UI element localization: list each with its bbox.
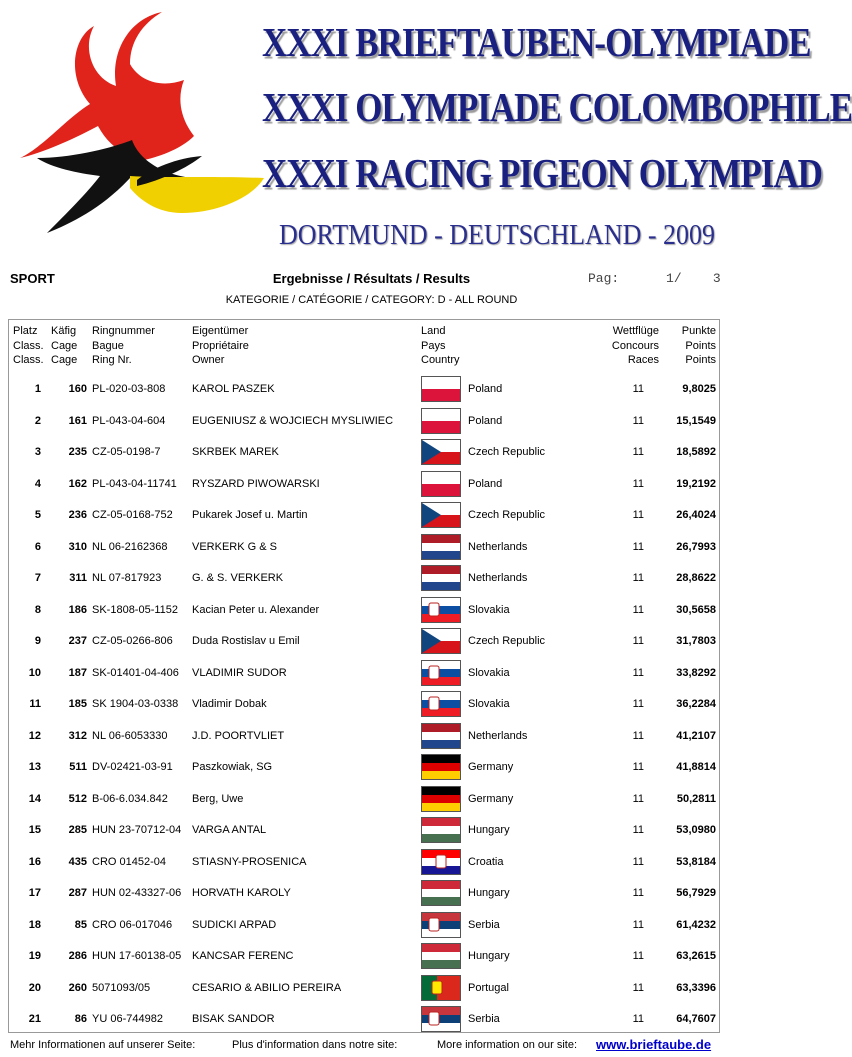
owner-cell: VARGA ANTAL [192, 824, 267, 836]
ring-number-cell: CZ-05-0168-752 [92, 509, 173, 521]
flag-netherlands-icon [421, 565, 461, 591]
cage-cell: 285 [68, 824, 87, 836]
table-row [9, 783, 718, 815]
owner-cell: KAROL PASZEK [192, 383, 275, 395]
races-cell: 11 [632, 729, 644, 742]
col-header-line: Concours [611, 339, 659, 352]
flag-hungary-icon [421, 880, 461, 906]
ring-number-cell: B-06-6.034.842 [92, 792, 168, 805]
owner-cell: BISAK SANDOR [192, 1013, 275, 1025]
points-cell: 15,1549 [676, 414, 716, 427]
place-cell: 4 [34, 477, 41, 490]
col-header-line: Land [421, 325, 446, 337]
col-header-races [590, 324, 659, 368]
points-cell: 63,2615 [676, 950, 716, 962]
ring-number-cell: SK-1808-05-1152 [92, 603, 179, 616]
points-cell: 36,2284 [676, 698, 716, 710]
table-row [9, 373, 718, 405]
col-header-line: Points [685, 354, 716, 366]
points-cell: 26,7993 [676, 540, 716, 553]
points-cell: 53,0980 [676, 824, 716, 836]
country-cell: Netherlands [468, 540, 528, 553]
ring-number-cell: HUN 23-70712-04 [92, 824, 182, 836]
ring-number-cell: CZ-05-0198-7 [92, 446, 161, 458]
points-cell: 53,8184 [676, 855, 716, 868]
col-header-line: Cage [51, 354, 78, 366]
cage-cell: 312 [68, 729, 87, 742]
footer-info-en: More information on our site: [437, 1039, 578, 1051]
flag-czech-icon [421, 628, 461, 654]
country-cell: Poland [468, 477, 503, 490]
races-cell: 11 [632, 761, 644, 773]
points-cell: 28,8622 [676, 572, 716, 584]
ring-number-cell: NL 06-6053330 [92, 729, 168, 742]
points-cell: 64,7607 [676, 1013, 716, 1025]
flag-netherlands-icon [421, 534, 461, 560]
races-cell: 11 [632, 603, 644, 616]
col-header-cage [51, 324, 77, 368]
website-link[interactable]: www.brieftaube.de [596, 1037, 712, 1052]
table-row [9, 1003, 718, 1035]
country-cell: Poland [468, 414, 503, 427]
ring-number-cell: CRO 01452-04 [92, 855, 166, 868]
ring-number-cell: NL 06-2162368 [92, 540, 168, 553]
place-cell: 8 [34, 603, 41, 616]
ring-number-cell: CRO 06-017046 [92, 918, 173, 931]
country-cell: Czech Republic [468, 635, 546, 647]
points-cell: 50,2811 [676, 792, 716, 805]
place-cell: 15 [28, 824, 41, 836]
flag-hungary-icon [421, 943, 461, 969]
country-cell: Hungary [468, 887, 510, 899]
owner-cell: SUDICKI ARPAD [192, 918, 277, 931]
flag-germany-icon [421, 786, 461, 812]
owner-cell: VLADIMIR SUDOR [192, 666, 287, 679]
races-cell: 11 [632, 383, 644, 395]
cage-cell: 235 [68, 446, 87, 458]
table-row [9, 405, 718, 437]
owner-cell: Vladimir Dobak [192, 698, 267, 710]
cage-cell: 512 [68, 792, 87, 805]
races-cell: 11 [632, 981, 644, 994]
place-cell: 21 [28, 1013, 41, 1025]
olympiad-logo [12, 8, 274, 240]
points-cell: 26,4024 [676, 509, 716, 521]
cage-cell: 311 [69, 572, 87, 584]
owner-cell: CESARIO & ABILIO PEREIRA [192, 981, 342, 994]
col-header-line: Cage [51, 339, 78, 352]
races-cell: 11 [632, 792, 644, 805]
place-cell: 12 [28, 729, 41, 742]
races-cell: 11 [632, 572, 644, 584]
country-cell: Croatia [468, 855, 504, 868]
page-indicator [588, 271, 721, 286]
table-row [9, 436, 718, 468]
place-cell: 5 [34, 509, 41, 521]
points-cell: 18,5892 [676, 446, 716, 458]
owner-cell: KANCSAR FERENC [192, 950, 294, 962]
place-cell: 17 [28, 887, 41, 899]
country-cell: Hungary [468, 824, 510, 836]
points-cell: 33,8292 [676, 666, 716, 679]
col-header-line: Eigentümer [192, 325, 249, 337]
ring-number-cell: CZ-05-0266-806 [92, 635, 173, 647]
flag-slovakia-icon [421, 660, 461, 686]
ring-number-cell: PL-043-04-11741 [92, 477, 177, 490]
cage-cell: 86 [74, 1013, 87, 1025]
table-row [9, 720, 718, 752]
title-de: XXXI BRIEFTAUBEN-OLYMPIADE [262, 19, 811, 66]
country-cell: Germany [468, 792, 514, 805]
cage-cell: 185 [68, 698, 87, 710]
cage-cell: 160 [68, 383, 87, 395]
page-total: 3 [712, 271, 721, 286]
country-cell: Germany [468, 761, 514, 773]
races-cell: 11 [632, 540, 644, 553]
flag-poland-icon [421, 376, 461, 402]
ring-number-cell: YU 06-744982 [92, 1013, 163, 1025]
table-row [9, 499, 718, 531]
owner-cell: Duda Rostislav u Emil [192, 635, 300, 647]
col-header-country [421, 324, 460, 368]
col-header-line: Owner [192, 354, 225, 366]
owner-cell: VERKERK G & S [192, 540, 277, 553]
ring-number-cell: 5071093/05 [92, 981, 151, 994]
category-label: KATEGORIE / CATÉGORIE / CATEGORY: D - ALL ROUND [225, 294, 518, 306]
country-cell: Hungary [468, 950, 510, 962]
races-cell: 11 [632, 950, 644, 962]
points-cell: 61,4232 [676, 918, 716, 931]
country-cell: Serbia [468, 918, 500, 931]
place-cell: 2 [34, 414, 41, 427]
country-cell: Poland [468, 383, 503, 395]
place-cell: 14 [28, 792, 41, 805]
flag-netherlands-icon [421, 723, 461, 749]
country-cell: Slovakia [468, 603, 510, 616]
points-cell: 63,3396 [676, 981, 716, 994]
ring-number-cell: SK-01401-04-406 [92, 666, 179, 679]
owner-cell: EUGENIUSZ & WOJCIECH MYSLIWIEC [192, 414, 394, 427]
table-row [9, 688, 718, 720]
cage-cell: 237 [68, 635, 87, 647]
cage-cell: 187 [68, 666, 87, 679]
ring-number-cell: PL-043-04-604 [92, 414, 166, 427]
ring-number-cell: DV-02421-03-91 [92, 761, 173, 773]
place-cell: 1 [34, 383, 41, 395]
table-row [9, 909, 718, 941]
cage-cell: 435 [68, 855, 87, 868]
flag-poland-icon [421, 408, 461, 434]
col-header-line: Käfig [51, 325, 77, 337]
col-header-line: Pays [421, 339, 446, 352]
flag-slovakia-icon [421, 597, 461, 623]
table-row [9, 468, 718, 500]
cage-cell: 287 [68, 887, 87, 899]
table-row [9, 846, 718, 878]
col-header-owner [192, 324, 249, 368]
ring-number-cell: HUN 17-60138-05 [92, 950, 182, 962]
table-row [9, 625, 718, 657]
place-cell: 16 [28, 855, 41, 868]
cage-cell: 260 [68, 981, 87, 994]
table-row [9, 940, 718, 972]
cage-cell: 286 [68, 950, 87, 962]
races-cell: 11 [632, 887, 644, 899]
country-cell: Netherlands [468, 572, 528, 584]
place-cell: 11 [29, 698, 41, 710]
owner-cell: Pukarek Josef u. Martin [192, 509, 308, 521]
col-header-line: Points [685, 339, 716, 352]
footer-info-fr: Plus d'information dans notre site: [232, 1039, 398, 1051]
table-row [9, 531, 718, 563]
country-cell: Serbia [468, 1013, 500, 1025]
event-location: DORTMUND - DEUTSCHLAND - 2009 [278, 218, 716, 251]
races-cell: 11 [632, 446, 644, 458]
races-cell: 11 [632, 1013, 644, 1025]
flag-serbia-icon [421, 912, 461, 938]
table-row [9, 562, 718, 594]
country-cell: Slovakia [468, 666, 510, 679]
flag-poland-icon [421, 471, 461, 497]
cage-cell: 236 [68, 509, 87, 521]
flag-serbia-icon [421, 1006, 461, 1032]
races-cell: 11 [632, 477, 644, 490]
place-cell: 20 [28, 981, 41, 994]
cage-cell: 310 [68, 540, 87, 553]
owner-cell: J.D. POORTVLIET [192, 729, 285, 742]
owner-cell: Kacian Peter u. Alexander [192, 603, 320, 616]
table-row [9, 751, 718, 783]
points-cell: 19,2192 [676, 477, 716, 490]
ring-number-cell: PL-020-03-808 [92, 383, 166, 395]
cage-cell: 85 [74, 918, 87, 931]
points-cell: 30,5658 [676, 603, 716, 616]
footer-info-de: Mehr Informationen auf unserer Seite: [10, 1039, 196, 1051]
table-row [9, 814, 718, 846]
page-current: 1/ [666, 271, 682, 286]
races-cell: 11 [632, 414, 644, 427]
owner-cell: SKRBEK MAREK [192, 446, 279, 458]
col-header-line: Platz [13, 325, 38, 337]
points-cell: 31,7803 [676, 635, 716, 647]
ring-number-cell: SK 1904-03-0338 [92, 698, 179, 710]
races-cell: 11 [632, 824, 644, 836]
place-cell: 6 [34, 540, 41, 553]
flag-hungary-icon [421, 817, 461, 843]
races-cell: 11 [632, 698, 644, 710]
races-cell: 11 [632, 509, 644, 521]
races-cell: 11 [632, 666, 644, 679]
owner-cell: HORVATH KAROLY [192, 887, 291, 899]
col-header-line: Class. [13, 354, 44, 366]
table-row [9, 877, 718, 909]
flag-czech-icon [421, 439, 461, 465]
results-title: Ergebnisse / Résultats / Results [272, 271, 471, 286]
section-label: SPORT [10, 271, 55, 286]
col-header-line: Ringnummer [92, 325, 155, 337]
country-cell: Czech Republic [468, 509, 546, 521]
col-header-line: Wettflüge [612, 325, 659, 337]
country-cell: Czech Republic [468, 446, 546, 458]
flag-slovakia-icon [421, 691, 461, 717]
cage-cell: 161 [68, 414, 87, 427]
flag-croatia-icon [421, 849, 461, 875]
points-cell: 41,8814 [676, 761, 716, 773]
ring-number-cell: HUN 02-43327-06 [92, 887, 182, 899]
races-cell: 11 [632, 635, 644, 647]
table-row [9, 972, 718, 1004]
races-cell: 11 [632, 855, 644, 868]
owner-cell: Paszkowiak, SG [192, 761, 273, 773]
cage-cell: 186 [68, 603, 87, 616]
points-cell: 56,7929 [676, 887, 716, 899]
races-cell: 11 [632, 918, 644, 931]
place-cell: 13 [28, 761, 41, 773]
country-cell: Portugal [468, 981, 509, 994]
col-header-line: Bague [92, 339, 124, 352]
cage-cell: 162 [68, 477, 87, 490]
col-header-line: Punkte [681, 325, 716, 337]
cage-cell: 511 [69, 761, 87, 773]
col-header-place [13, 324, 44, 368]
place-cell: 7 [34, 572, 41, 584]
place-cell: 19 [28, 950, 41, 962]
title-en: XXXI RACING PIGEON OLYMPIAD [262, 150, 822, 197]
table-row [9, 594, 718, 626]
col-header-line: Propriétaire [192, 339, 249, 352]
col-header-points [660, 324, 716, 368]
col-header-line: Country [421, 354, 460, 366]
owner-cell: RYSZARD PIWOWARSKI [192, 477, 320, 490]
flag-portugal-icon [421, 975, 461, 1001]
ring-number-cell: NL 07-817923 [92, 572, 162, 584]
col-header-line: Class. [13, 339, 44, 352]
page-label: Pag: [588, 271, 620, 286]
place-cell: 10 [28, 666, 41, 679]
points-cell: 41,2107 [676, 729, 716, 742]
col-header-line: Races [627, 354, 659, 366]
place-cell: 9 [34, 635, 41, 647]
owner-cell: G. & S. VERKERK [192, 572, 284, 584]
owner-cell: STIASNY-PROSENICA [192, 855, 307, 868]
table-row [9, 657, 718, 689]
flag-germany-icon [421, 754, 461, 780]
place-cell: 3 [34, 446, 41, 458]
country-cell: Netherlands [468, 729, 528, 742]
flag-czech-icon [421, 502, 461, 528]
col-header-line: Ring Nr. [92, 354, 132, 366]
points-cell: 9,8025 [682, 383, 716, 395]
col-header-ring [92, 324, 155, 368]
owner-cell: Berg, Uwe [192, 792, 244, 805]
country-cell: Slovakia [468, 698, 510, 710]
title-fr: XXXI OLYMPIADE COLOMBOPHILE [262, 84, 852, 131]
place-cell: 18 [28, 918, 41, 931]
